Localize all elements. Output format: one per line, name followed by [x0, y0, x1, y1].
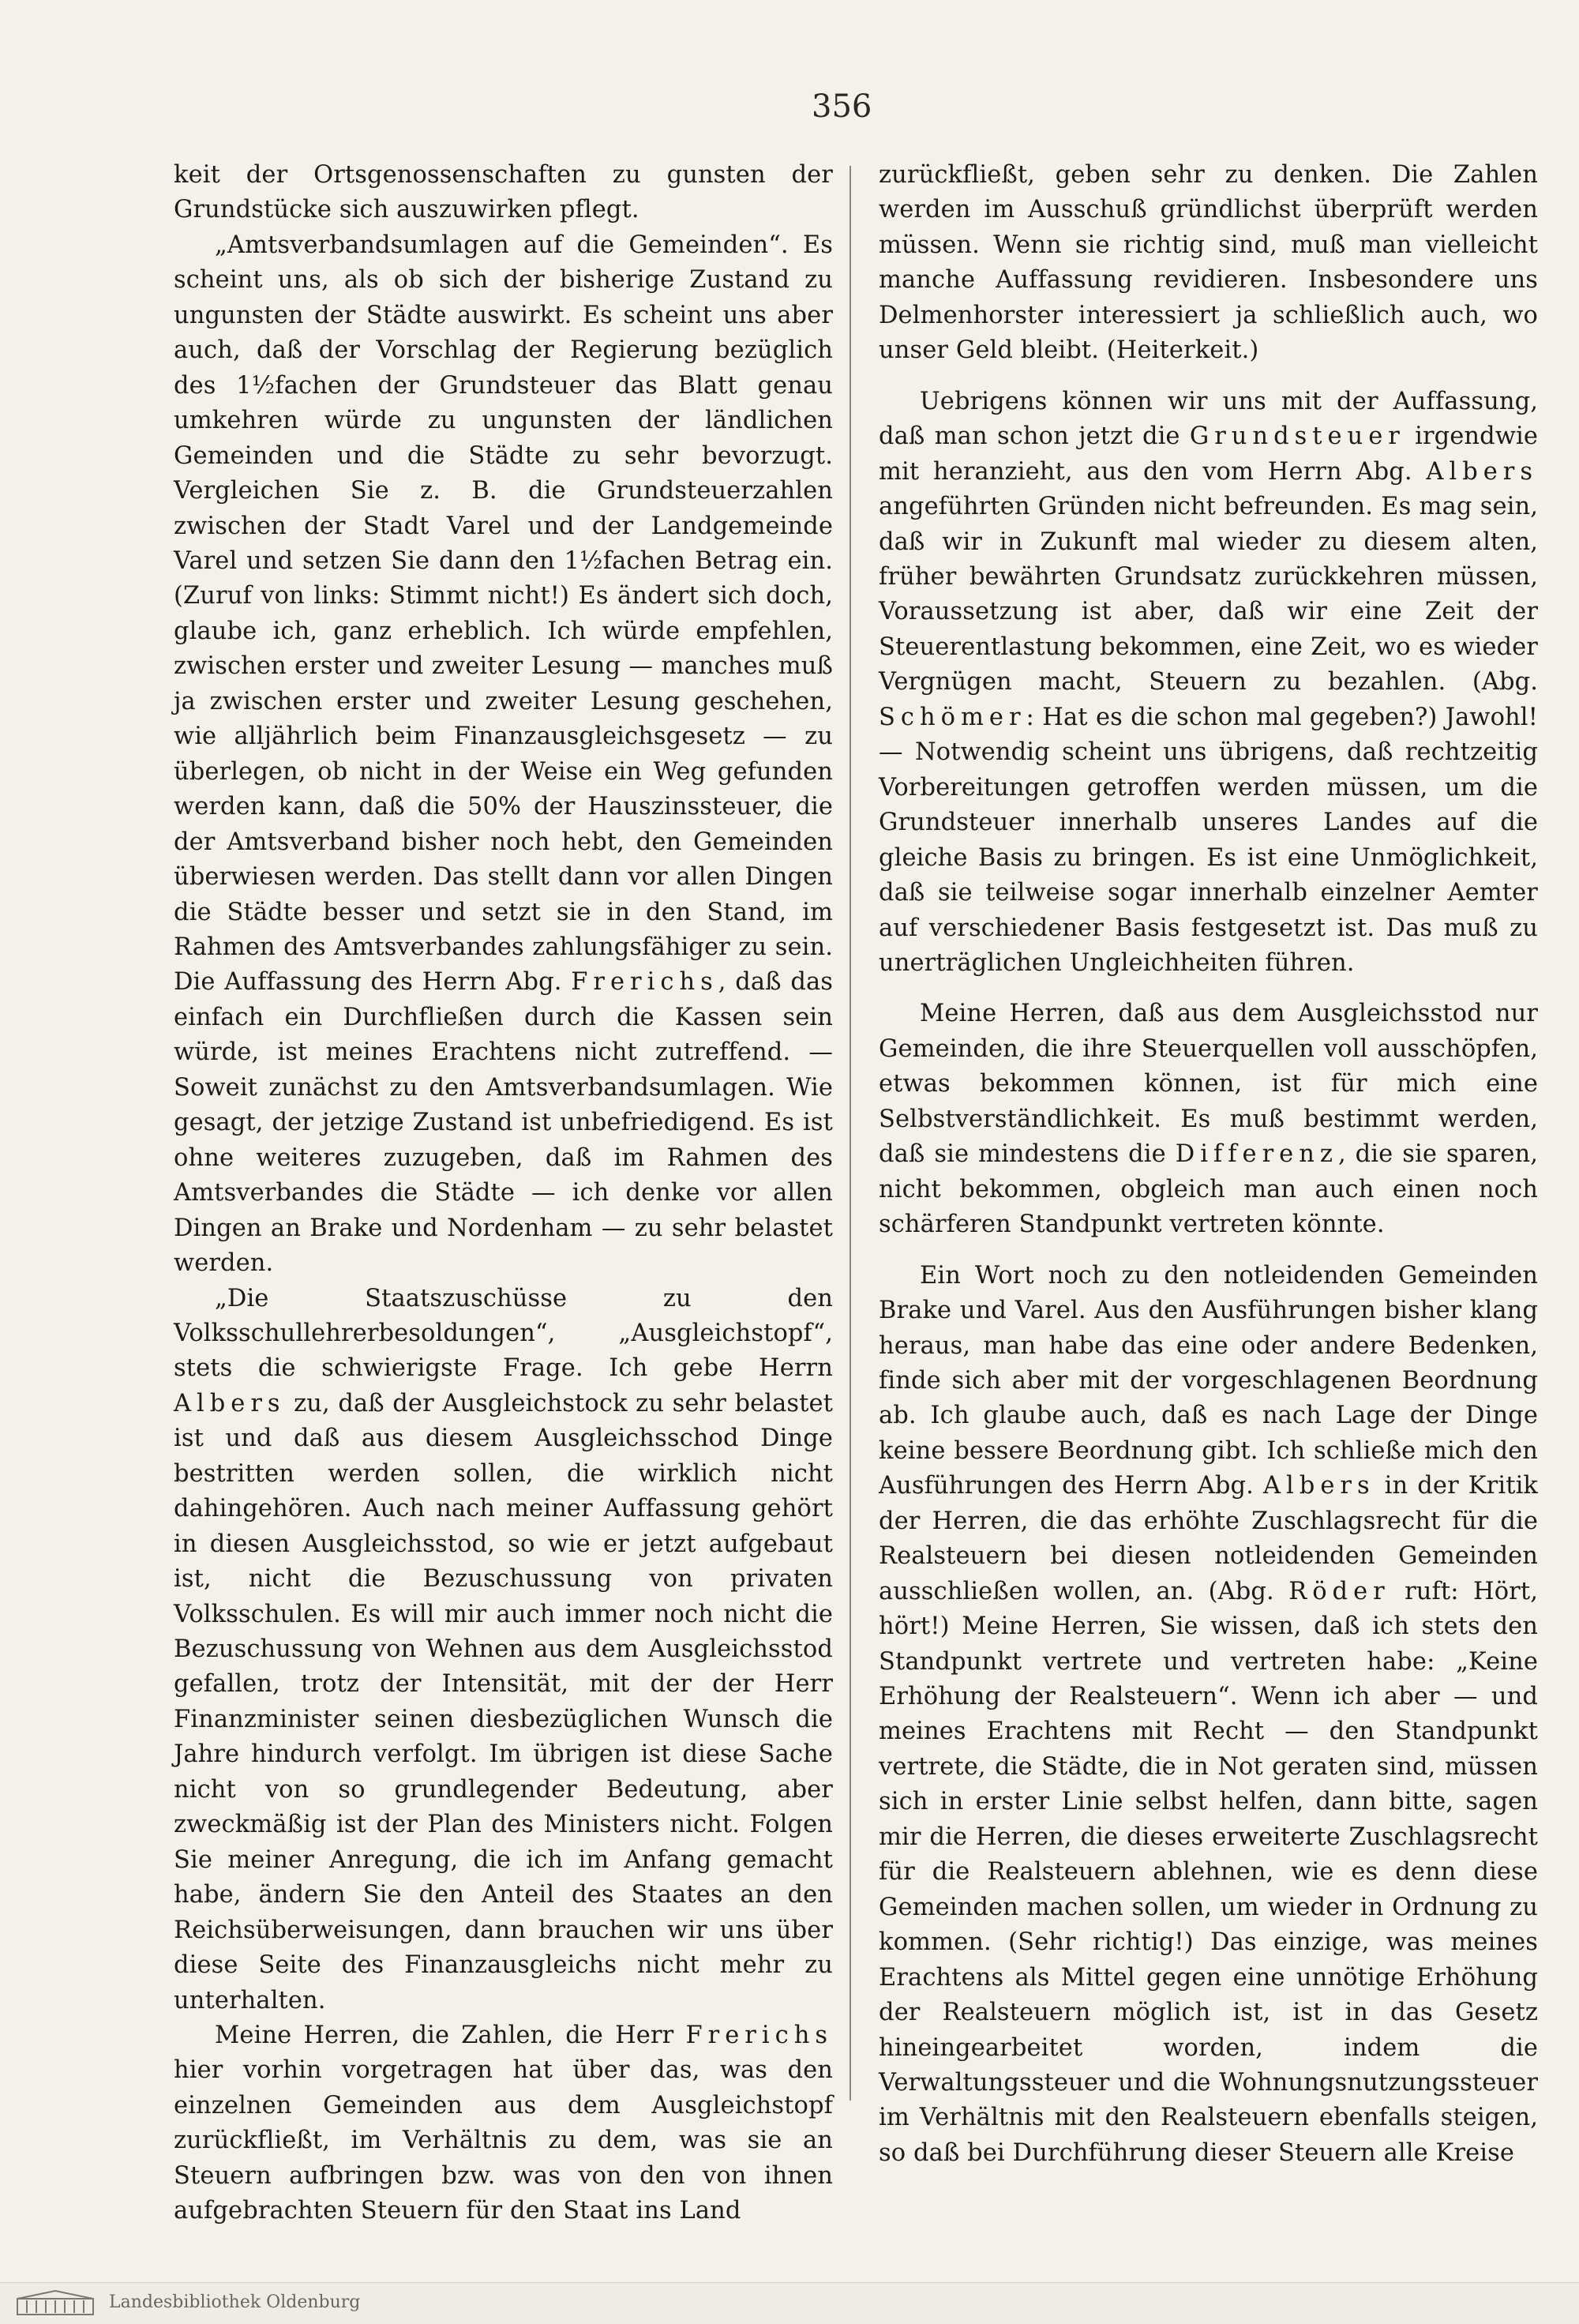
right-column — [879, 158, 1538, 2171]
paragraph: Meine Herren, daß aus dem Ausgleichsstod nur Gemeinden, die ihre Steuerquellen voll ausschöpfen, etwas bekommen können, ist für mich eine Selbstverständlichkeit. Es muß bestimmt werden, daß sie mindestens die Differenz, die sie sparen, nicht bekommen, obgleich man auch einen noch schärferen Standpunkt vertreten könnte. — [879, 1000, 1539, 1239]
paragraph: keit der Ortsgenossenschaften zu gunsten der Grundstücke sich auszuwirken pflegt. — [174, 161, 833, 224]
library-building-icon — [16, 2289, 95, 2316]
column-divider — [850, 166, 851, 2101]
left-column — [174, 158, 833, 2229]
spaced-word: Grundsteuer — [1189, 422, 1405, 451]
spaced-name: Frerichs — [571, 968, 718, 997]
paragraph: „Die Staatszuschüsse zu den Volksschullehrerbesoldungen“, „Ausgleichstopf“, stets die schwierigste Frage. Ich gebe Herrn Albers zu, daß der Ausgleichstock zu sehr belastet ist und daß aus diesem Ausgleichsschod Dinge bestritten werden sollen, die wirklich nicht dahingehören. Auch nach meiner Auffassung gehört in diesen Ausgleichsstod, so wie er jetzt aufgebaut ist, nicht die Bezuschussung von privaten Volksschulen. Es will mir auch immer noch nicht die Bezuschussung von Wehnen aus dem Ausgleichsstod gefallen, trotz der Intensität, mit der der Herr Finanzminister seinen diesbezüglichen Wunsch die Jahre hindurch verfolgt. Im übrigen ist diese Sache nicht von so grundlegender Bedeutung, aber zweckmäßig ist der Plan des Ministers nicht. Folgen Sie meiner Anregung, die ich im Anfang gemacht habe, ändern Sie den Anteil des Staates an den Reichsüberweisungen, dann brauchen wir uns über diese Seite des Finanzausgleichs nicht mehr zu unterhalten. — [174, 1284, 834, 2014]
spaced-name: Albers — [1263, 1472, 1375, 1500]
spaced-name: Albers — [1426, 457, 1539, 486]
page-number: 356 — [812, 88, 872, 125]
spaced-name: Frerichs — [685, 2022, 833, 2050]
paragraph: Meine Herren, die Zahlen, die Herr Frerichs hier vorhin vorgetragen hat über das, was den einzelnen Gemeinden aus dem Ausgleichstopf zurückfließt, im Verhältnis zu dem, was sie an Steuern aufbringen bzw. was von den von ihnen aufgebrachten Steuern für den Staat ins Land — [174, 2022, 833, 2225]
paragraph: zurückfließt, geben sehr zu denken. Die Zahlen werden im Ausschuß gründlichst überprüft werden müssen. Wenn sie richtig sind, muß man vielleicht manche Auffassung revidieren. Insbesondere uns Delmenhorster interessiert ja schließlich auch, wo unser Geld bleibt. (Heiterkeit.) — [879, 161, 1538, 365]
spaced-name: Röder — [1288, 1577, 1390, 1605]
library-name: Landesbibliothek Oldenburg — [109, 2292, 361, 2312]
spaced-word: Differenz — [1175, 1140, 1338, 1169]
paragraph: „Amtsverbandsumlagen auf die Gemeinden“. Es scheint uns, als ob sich der bisherige Zustand zu ungunsten der Städte auswirkt. Es scheint uns aber auch, daß der Vorschlag der Regierung bezüglich des 1½fachen der Grundsteuer das Blatt genau umkehren würde zu ungunsten der ländlichen Gemeinden und die Städte zu sehr bevorzugt. Vergleichen Sie z. B. die Grundsteuerzahlen zwischen der Stadt Varel und der Landgemeinde Varel und setzen Sie dann den 1½fachen Betrag ein. (Zuruf von links: Stimmt nicht!) Es ändert sich doch, glaube ich, ganz erheblich. Ich würde empfehlen, zwischen erster und zweiter Lesung — manches muß ja zwischen erster und zweiter Lesung geschehen, wie alljährlich beim Finanzausgleichsgesetz — zu überlegen, ob nicht in der Weise ein Weg gefunden werden kann, daß die 50% der Hauszinssteuer, die der Amtsverband bisher noch hebt, den Gemeinden überwiesen werden. Das stellt dann vor allen Dingen die Städte besser und setzt sie in den Stand, im Rahmen des Amtsverbandes zahlungsfähiger zu sein. Die Auffassung des Herrn Abg. Frerichs, daß das einfach ein Durchfließen durch die Kassen sein würde, ist meines Erachtens nicht zutreffend. — Soweit zunächst zu den Amtsverbandsumlagen. Wie gesagt, der jetzige Zustand ist unbefriedigend. Es ist ohne weiteres zuzugeben, daß im Rahmen des Amtsverbandes die Städte — ich denke vor allen Dingen an Brake und Nordenham — zu sehr belastet werden. — [174, 231, 833, 1278]
footer-bar — [0, 2282, 1579, 2324]
paragraph: Ein Wort noch zu den notleidenden Gemeinden Brake und Varel. Aus den Ausführungen bisher klang heraus, man habe das eine oder andere Bedenken, finde sich aber mit der vorgeschlagenen Beordnung ab. Ich glaube auch, daß es nach Lage der Dinge keine bessere Beordnung gibt. Ich schließe mich den Ausführungen des Herrn Abg. Albers in der Kritik der Herren, die das erhöhte Zuschlagsrecht für die Realsteuern bei diesen notleidenden Gemeinden ausschließen wollen, an. (Abg. Röder ruft: Hört, hört!) Meine Herren, Sie wissen, daß ich stets den Standpunkt vertrete und vertreten habe: „Keine Erhöhung der Realsteuern“. Wenn ich aber — und meines Erachtens mit Recht — den Standpunkt vertrete, die Städte, die in Not geraten sind, müssen sich in erster Linie selbst helfen, dann bitte, sagen mir die Herren, die dieses erweiterte Zuschlagsrecht für die Realsteuern ablehnen, wie es denn diese Gemeinden machen sollen, um wieder in Ordnung zu kommen. (Sehr richtig!) Das einzige, was meines Erachtens als Mittel gegen eine unnötige Erhöhung der Realsteuern möglich ist, ist in das Gesetz hineingearbeitet worden, indem die Verwaltungssteuer und die Wohnungsnutzungssteuer im Verhältnis mit den Realsteuern ebenfalls steigen, so daß bei Durchführung dieser Steuern alle Kreise — [879, 1261, 1539, 2167]
spaced-name: Albers — [174, 1389, 286, 1417]
spaced-name: Schömer — [879, 703, 1026, 731]
paragraph: Uebrigens können wir uns mit der Auffassung, daß man schon jetzt die Grundsteuer irgendwie mit heranzieht, aus den vom Herrn Abg. Albers angeführten Gründen nicht befreunden. Es mag sein, daß wir in Zukunft mal wieder zu diesem alten, früher bewährten Grundsatz zurückkehren müssen, Voraussetzung ist aber, daß wir eine Zeit der Steuerentlastung bekommen, eine Zeit, wo es wieder Vergnügen macht, Steuern zu bezahlen. (Abg. Schömer: Hat es die schon mal gegeben?) Jawohl! — Notwendig scheint uns übrigens, daß rechtzeitig Vorbereitungen getroffen werden müssen, um die Grundsteuer innerhalb unseres Landes auf die gleiche Basis zu bringen. Es ist eine Unmöglichkeit, daß sie teilweise sogar innerhalb einzelner Aemter auf verschiedener Basis festgesetzt ist. Das muß zu unerträglichen Ungleichheiten führen. — [879, 387, 1539, 977]
